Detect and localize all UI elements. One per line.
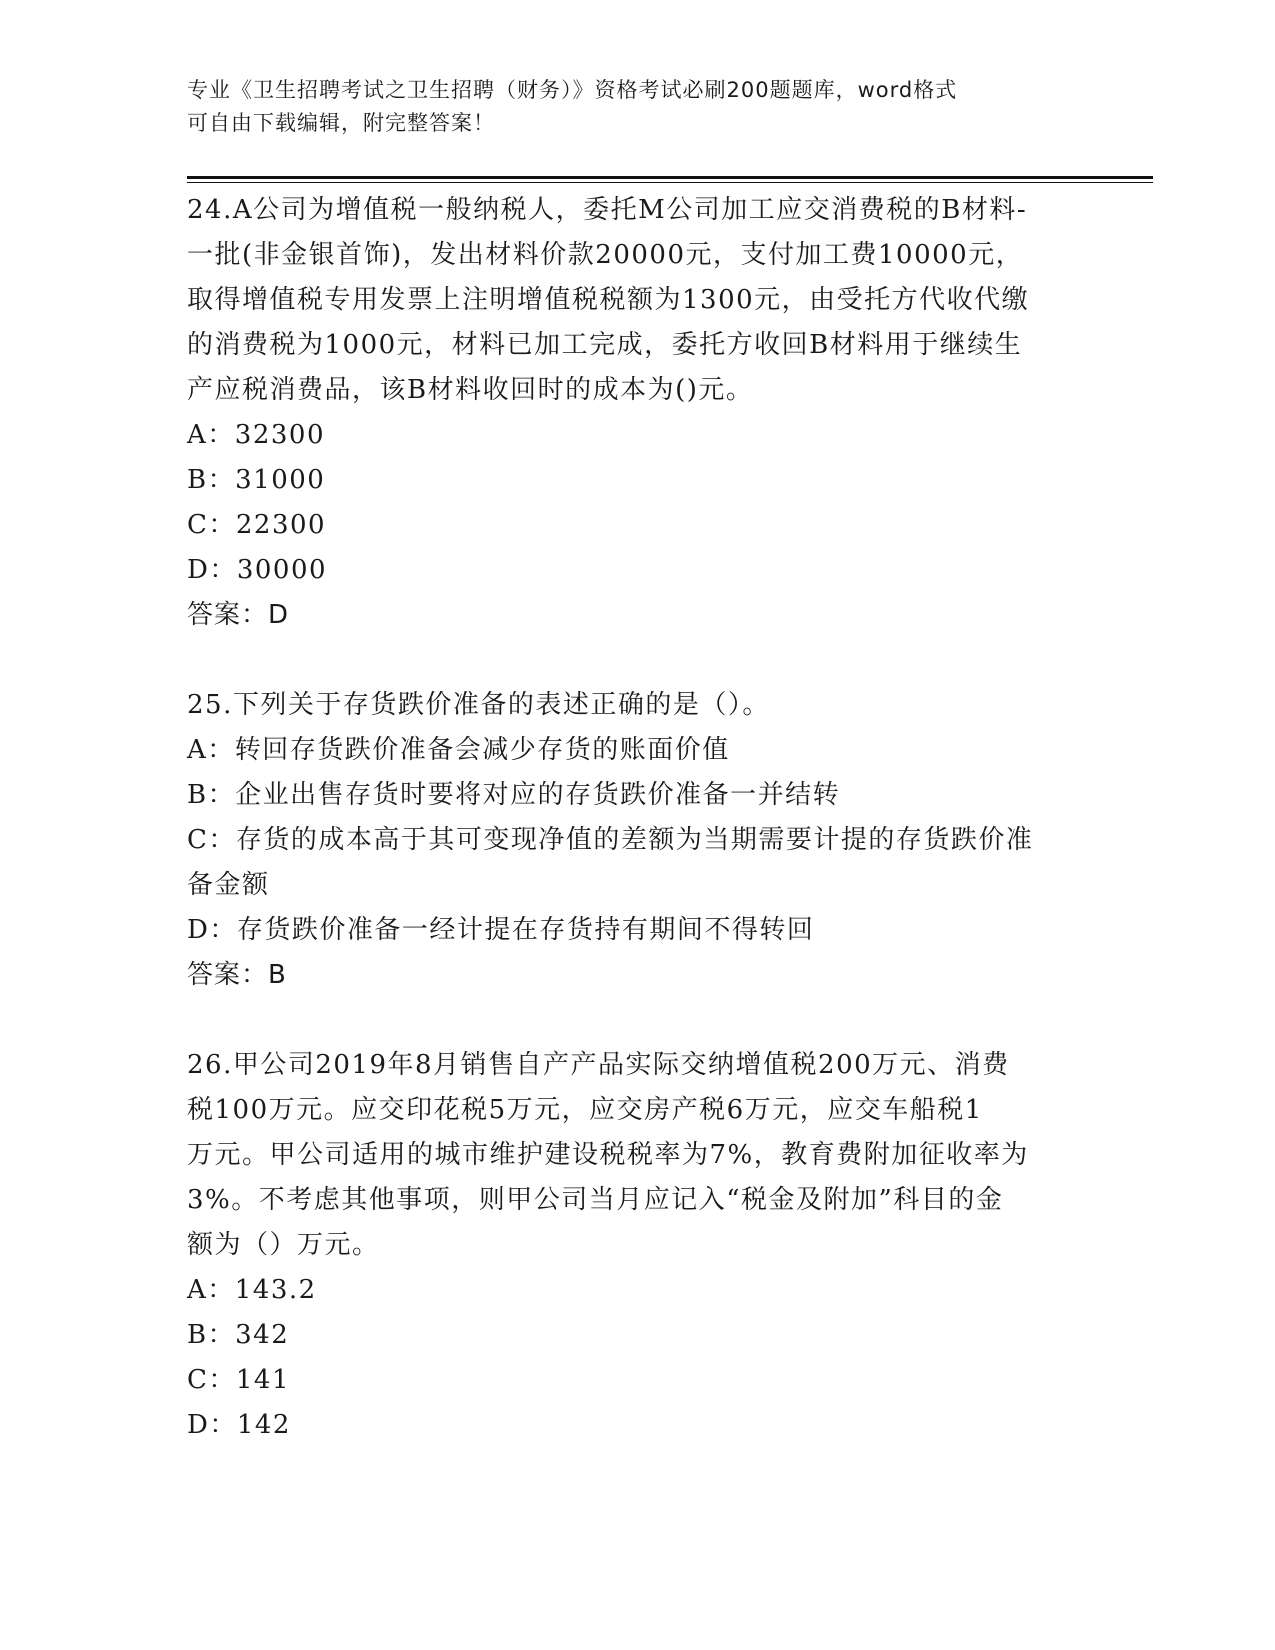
option-a: A：转回存货跌价准备会减少存货的账面价值 (187, 735, 730, 765)
option-line: 备金额 (187, 870, 270, 900)
stem-line: 3%。不考虑其他事项，则甲公司当月应记入“税金及附加”科目的金 (187, 1185, 1004, 1215)
option-b: B：企业出售存货时要将对应的存货跌价准备一并结转 (187, 780, 841, 810)
answer-line: 答案：D (187, 600, 290, 630)
question-26 (187, 1043, 1087, 1448)
option-d: D：存货跌价准备一经计提在存货持有期间不得转回 (187, 915, 815, 945)
stem-line: 万元。甲公司适用的城市维护建设税税率为7%，教育费附加征收率为 (187, 1140, 1029, 1170)
stem-line: 产应税消费品，该B材料收回时的成本为()元。 (187, 375, 754, 405)
header-divider-thin (187, 182, 1153, 183)
question-stem (187, 683, 1087, 728)
stem-line: 的消费税为1000元，材料已加工完成，委托方收回B材料用于继续生 (187, 330, 1023, 360)
question-list (187, 188, 1087, 1448)
question-24 (187, 188, 1087, 638)
option-line: C：存货的成本高于其可变现净值的差额为当期需要计提的存货跌价准 (187, 825, 1034, 855)
answer-line: 答案：B (187, 960, 287, 990)
header-line-2: 可自由下载编辑，附完整答案！ (187, 111, 495, 135)
stem-line: 额为（）万元。 (187, 1230, 380, 1260)
stem-line: 取得增值税专用发票上注明增值税税额为1300元，由受托方代收代缴 (187, 285, 1030, 315)
document-header (187, 74, 1067, 140)
option-a: A：32300 (187, 420, 325, 450)
question-stem (187, 188, 1087, 413)
stem-line: 26.甲公司2019年8月销售自产产品实际交纳增值税200万元、消费 (187, 1050, 1010, 1080)
option-c: C：22300 (187, 510, 327, 540)
stem-line: 税100万元。应交印花税5万元，应交房产税6万元，应交车船税1 (187, 1095, 983, 1125)
option-d: D：142 (187, 1410, 291, 1440)
stem-line: 25.下列关于存货跌价准备的表述正确的是（）。 (187, 690, 770, 720)
question-spacer (187, 638, 1087, 683)
option-c (187, 818, 1087, 908)
option-d: D：30000 (187, 555, 328, 585)
stem-line: 24.A公司为增值税一般纳税人，委托M公司加工应交消费税的B材料- (187, 195, 1028, 225)
option-a: A：143.2 (187, 1275, 317, 1305)
option-b: B：31000 (187, 465, 326, 495)
option-b: B：342 (187, 1320, 290, 1350)
header-line-1: 专业《卫生招聘考试之卫生招聘（财务）》资格考试必刷200题题库，word格式 (187, 78, 958, 102)
option-c: C：141 (187, 1365, 291, 1395)
question-stem (187, 1043, 1087, 1268)
header-divider-thick (187, 176, 1153, 179)
question-spacer (187, 998, 1087, 1043)
stem-line: 一批(非金银首饰)，发出材料价款20000元，支付加工费10000元， (187, 240, 1024, 270)
question-25 (187, 683, 1087, 998)
